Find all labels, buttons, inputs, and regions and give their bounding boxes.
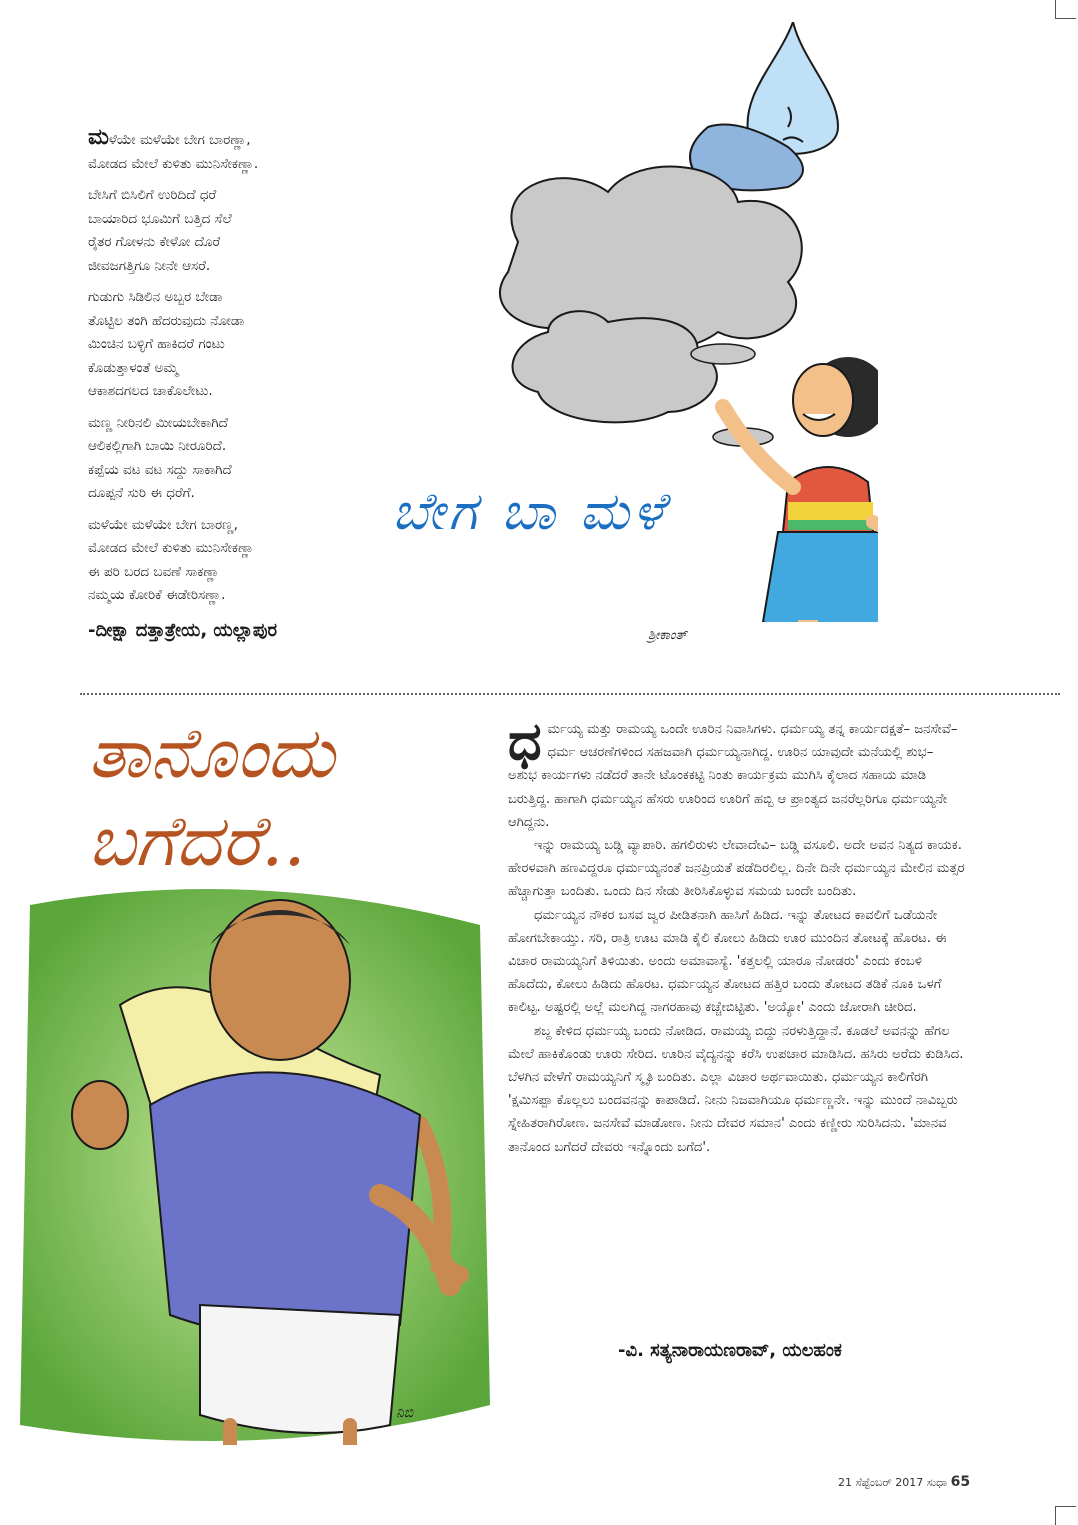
poem-line: ಮಣ್ಣ ನೀರಿನಲಿ ಮೀಯಬೇಕಾಗಿದೆ (88, 414, 228, 431)
poem-line: ಬೇಸಿಗೆ ಬಿಸಿಲಿಗೆ ಉರಿದಿದೆ ಧರೆ (88, 187, 217, 203)
story-author: -ವಿ. ಸತ್ಯನಾರಾಯಣರಾವ್, ಯಲಹಂಕ (618, 1340, 842, 1361)
crop-mark-bottom (1055, 1506, 1076, 1525)
poem-author: -ದೀಕ್ಷಾ ದತ್ತಾತ್ರೇಯ, ಯಲ್ಲಾಪುರ (88, 620, 278, 641)
section-divider (80, 693, 1060, 695)
story-illustration (20, 885, 490, 1445)
poem-line: ರೈತರ ಗೋಳನು ಕೇಳೋ ದೊರೆ (88, 234, 221, 250)
poem-title: ಬೇಗ ಬಾ ಮಳೆ (392, 482, 668, 542)
story-title-line1: ತಾನೊಂದು (88, 712, 335, 794)
crop-mark-top (1055, 0, 1076, 19)
story-paragraph: ಧರ್ಮಯ್ಯ ಮತ್ತು ರಾಮಯ್ಯ ಒಂದೇ ಊರಿನ ನಿವಾಸಿಗಳು. ಧರ್ಮಯ್ಯ ತನ್ನ ಕಾರ್ಯದಕ್ಷತೆ– ಜನಸೇವೆ– ಧರ್ಮ ಆಚರಣೆಗಳಿಂದ ಸಹಜವಾಗಿ ಧರ್ಮಯ್ಯನಾಗಿದ್ದ. ಊರಿನ ಯಾವುದೇ ಮನೆಯಲ್ಲಿ ಶುಭ– ಅಶುಭ ಕಾರ್ಯಗಳು ನಡೆದರೆ ತಾನೇ ಟೊಂಕಕಟ್ಟಿ ನಿಂತು ಕಾರ್ಯಕ್ರಮ ಮುಗಿಸಿ ಕೈಲಾದ ಸಹಾಯ ಮಾಡಿ ಬರುತ್ತಿದ್ದ. ಹಾಗಾಗಿ ಧರ್ಮಯ್ಯನ ಹೆಸರು ಊರಿಂದ ಊರಿಗೆ ಹಬ್ಬಿ ಆ ಪ್ರಾಂತ್ಯದ ಜನರೆಲ್ಲರಿಗೂ ಧರ್ಮಯ್ಯನೇ ಆಗಿದ್ದನು. (508, 711, 958, 830)
poem-line: ಮೋಡದ ಮೇಲೆ ಕುಳಿತು ಮುನಿಸೇಕಣ್ಣಾ (88, 540, 254, 556)
poem-line: ಗುಡುಗು ಸಿಡಿಲಿನ ಅಬ್ಬರ ಬೇಡಾ (88, 289, 223, 305)
story-paragraph: ಇನ್ನು ರಾಮಯ್ಯ ಬಡ್ಡಿ ವ್ಯಾಪಾರಿ. ಹಗಲಿರುಳು ಲೇವಾದೇವಿ– ಬಡ್ಡಿ ವಸೂಲಿ. ಅದೇ ಅವನ ನಿತ್ಯದ ಕಾಯಕ. ಹೇರಳವಾಗಿ ಹಣವಿದ್ದರೂ ಧರ್ಮಯ್ಯನಂತೆ ಜನಪ್ರಿಯತೆ ಪಡೆದಿರಲಿಲ್ಲ. ದಿನೇ ದಿನೇ ಧರ್ಮಯ್ಯನ ಮೇಲಿನ ಮತ್ಸರ ಹೆಚ್ಚಾಗುತ್ತಾ ಬಂದಿತು. ಒಂದು ದಿನ ಸೇಡು ತೀರಿಸಿಕೊಳ್ಳುವ ಸಮಯ ಬಂದೇ ಬಂದಿತು. (508, 838, 965, 900)
poem-line: ಆಕಾಶದಗಲದ ಚಾಕೊಲೇಟು. (88, 383, 213, 399)
story-body (508, 711, 966, 1159)
poem-line: ಕಪ್ಪೆಯ ವಟ ವಟ ಸದ್ದು ಸಾಕಾಗಿದೆ (88, 461, 232, 478)
poem-stanza (88, 125, 388, 176)
poem-line: ದೂಪ್ಪನೆ ಸುರಿ ಈ ಧರೆಗೆ. (88, 485, 195, 501)
poem-line: ನಮ್ಮಯ ಕೋರಿಕೆ ಈಡೇರಿಸಣ್ಣಾ. (88, 587, 226, 603)
page-footer (838, 1474, 970, 1490)
poem-line: ಕೊಡುತ್ತಾಳಂತೆ ಅಮ್ಮ (88, 359, 179, 376)
poem-stanza (88, 514, 388, 608)
poem-line: ಈ ಪರಿ ಬರದ ಬವಣೆ ಸಾಕಣ್ಣಾ (88, 563, 220, 580)
issue-date: 21 ಸೆಪ್ಟೆಂಬರ್ 2017 (838, 1476, 924, 1489)
poem-stanza (88, 286, 388, 404)
poem (88, 125, 388, 616)
story-title-line2: ಬಗೆದರೆ.. (88, 800, 306, 882)
poem-line: ಮಳೆಯೇ ಮಳೆಯೇ ಬೇಗ ಬಾರಣ್ಣ, (88, 516, 238, 533)
poem-line: ಮಿಂಚಿನ ಬಳ್ಳಿಗೆ ಹಾಕಿದರೆ ಗಂಟು (88, 336, 225, 352)
story-dropcap: ಧ (508, 711, 542, 772)
poem-dropcap: ಮ (88, 125, 109, 150)
poem-line: ಆಲಿಕಲ್ಲಿಗಾಗಿ ಬಾಯಿ ನೀರೂರಿದೆ. (88, 438, 227, 454)
story-artist-signature: ನಿಬಿ (396, 1405, 414, 1421)
page-number: 65 (950, 1474, 971, 1490)
poem-stanza (88, 412, 388, 506)
story-paragraph: ಧರ್ಮಯ್ಯನ ನೌಕರ ಬಸವ ಜ್ವರ ಪೀಡಿತನಾಗಿ ಹಾಸಿಗೆ ಹಿಡಿದ. ಇನ್ನು ತೋಟದ ಕಾವಲಿಗೆ ಒಡೆಯನೇ ಹೋಗಬೇಕಾಯ್ತು. ಸರಿ, ರಾತ್ರಿ ಊಟ ಮಾಡಿ ಕೈಲಿ ಕೋಲು ಹಿಡಿದು ಊರ ಮುಂದಿನ ತೋಟಕ್ಕೆ ಹೊರಟ. ಈ ವಿಚಾರ ರಾಮಯ್ಯನಿಗೆ ತಿಳಿಯಿತು. ಅಂದು ಅಮಾವಾಸ್ಯೆ. 'ಕತ್ತಲಲ್ಲಿ ಯಾರೂ ನೋಡರು' ಎಂದು ಕಂಬಳಿ ಹೊದೆದು, ಕೋಲು ಹಿಡಿದು ಹೊರಟ. ಧರ್ಮಯ್ಯನ ತೋಟದ ಹತ್ತಿರ ಬಂದು ತೋಟದ ತಡಿಕೆ ನೂಕಿ ಒಳಗೆ ಕಾಲಿಟ್ಟ. ಅಷ್ಟರಲ್ಲಿ ಅಲ್ಲೆ ಮಲಗಿದ್ದ ನಾಗರಹಾವು ಕಚ್ಚೇಬಿಟ್ಟಿತು. 'ಅಯ್ಯೋ' ಎಂದು ಜೋರಾಗಿ ಚೀರಿದ. (508, 907, 947, 1016)
poem-line: ಜೀವಜಗತ್ತಿಗೂ ನೀನೇ ಆಸರೆ. (88, 257, 211, 274)
poem-artist-signature: ಶ್ರೀಕಾಂತ್ (648, 628, 687, 643)
poem-line: ಬಾಯಾರಿದ ಭೂಮಿಗೆ ಬತ್ತಿದ ಸೆಲೆ (88, 210, 232, 227)
story-paragraph: ಶಬ್ದ ಕೇಳಿದ ಧರ್ಮಯ್ಯ ಬಂದು ನೋಡಿದ. ರಾಮಯ್ಯ ಬಿದ್ದು ನರಳುತ್ತಿದ್ದಾನೆ. ಕೂಡಲೆ ಅವನನ್ನು ಹೆಗಲ ಮೇಲೆ ಹಾಕಿಕೊಂಡು ಊರು ಸೇರಿದ. ಊರಿನ ವೈದ್ಯನನ್ನು ಕರೆಸಿ ಉಪಚಾರ ಮಾಡಿಸಿದ. ಹಸಿರು ಅರೆದು ಕುಡಿಸಿದ. ಬೆಳಗಿನ ವೇಳೆಗೆ ರಾಮಯ್ಯನಿಗೆ ಸ್ಮೃತಿ ಬಂದಿತು. ಎಲ್ಲಾ ವಿಚಾರ ಅರ್ಥವಾಯಿತು. ಧರ್ಮಯ್ಯನ ಕಾಲಿಗೆರಗಿ 'ಕ್ಷಮಿಸಪ್ಪಾ ಕೊಲ್ಲಲು ಬಂದವನನ್ನು ಕಾಪಾಡಿದೆ. ನೀನು ನಿಜವಾಗಿಯೂ ಧರ್ಮಣ್ಣನೇ. ಇನ್ನು ಮುಂದೆ ನಾವಿಬ್ಬರು ಸ್ನೇಹಿತರಾಗಿರೋಣ. ಜನಸೇವೆ ಮಾಡೋಣ. ನೀನು ದೇವರ ಸಮಾನ' ಎಂದು ಕಣ್ಣೀರು ಸುರಿಸಿದನು. 'ಮಾನವ ತಾನೊಂದ ಬಗೆದರೆ ದೇವರು ಇನ್ನೊಂದು ಬಗೆದ'. (508, 1023, 964, 1155)
poem-line: ಮಳೆಯೇ ಮಳೆಯೇ ಬೇಗ ಬಾರಣ್ಣಾ, (88, 125, 251, 150)
poem-stanza (88, 184, 388, 278)
poem-line: ತೊಟ್ಟಿಲ ತಂಗಿ ಹೆದರುವುದು ನೋಡಾ (88, 312, 245, 329)
magazine-name: ಸುಧಾ (926, 1476, 948, 1489)
poem-line: ಮೋಡದ ಮೇಲೆ ಕುಳಿತು ಮುನಿಸೇಕಣ್ಣಾ. (88, 155, 259, 172)
